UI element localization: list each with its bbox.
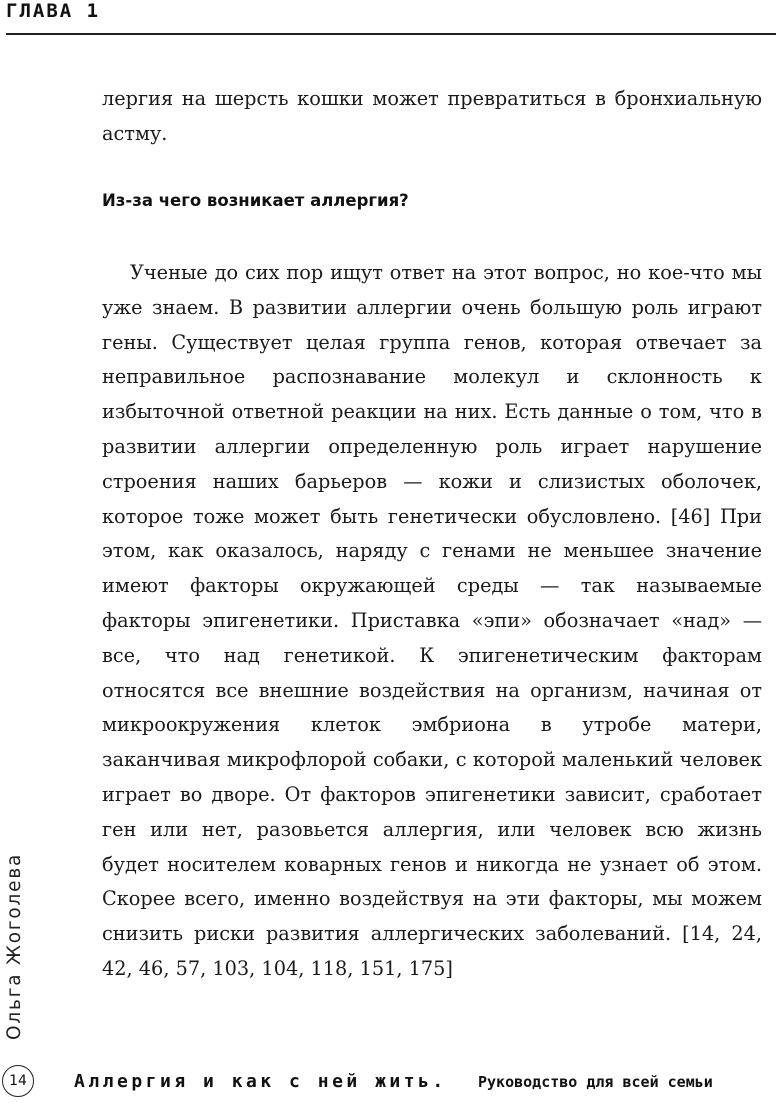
header-divider xyxy=(6,33,776,35)
running-title: Аллергия и как с ней жить. xyxy=(74,1071,447,1092)
section-heading: Из-за чего возникает аллергия? xyxy=(102,191,409,210)
paragraph-main: Ученые до сих пор ищут ответ на этот вопрос, но кое-что мы уже знаем. В развитии аллергии очень большую роль играют гены. Существует целая группа генов, которая отвечает за неправильное распознавание молекул и склонность к избыточной ответной реакции на них. Есть данные о том, что в развитии аллергии определенную роль играет нарушение строения наших барьеров — кожи и слизистых оболочек, которое тоже может быть генетически обусловлено. [46] При этом, как оказалось, наряду с генами не меньшее значение имеют факторы окружающей среды — так называемые факторы эпигенетики. Приставка «эпи» обозначает «над» — все, что над генетикой. К эпигенетическим факторам относятся все внешние воздействия на организм, начиная от микроокружения клеток эмбриона в утробе матери, заканчивая микрофлорой собаки, с которой маленький человек играет во дворе. От факторов эпигенетики зависит, сработает ген или нет, разовьется аллергия, или человек всю жизнь будет носителем коварных генов и никогда не узнает об этом. Скорее всего, именно воздействуя на эти факторы, мы можем снизить риски развития аллергических заболеваний. [14, 24, 42, 46, 57, 103, 104, 118, 151, 175] xyxy=(102,261,762,980)
running-subtitle: Руководство для всей семьи xyxy=(478,1073,713,1091)
paragraph-continuation: лергия на шерсть кошки может превратиться в бронхиальную астму. xyxy=(102,87,762,145)
author-name: Ольга Жоголева xyxy=(4,852,25,1040)
chapter-label: ГЛАВА 1 xyxy=(6,0,101,22)
page-number: 14 xyxy=(2,1065,34,1097)
